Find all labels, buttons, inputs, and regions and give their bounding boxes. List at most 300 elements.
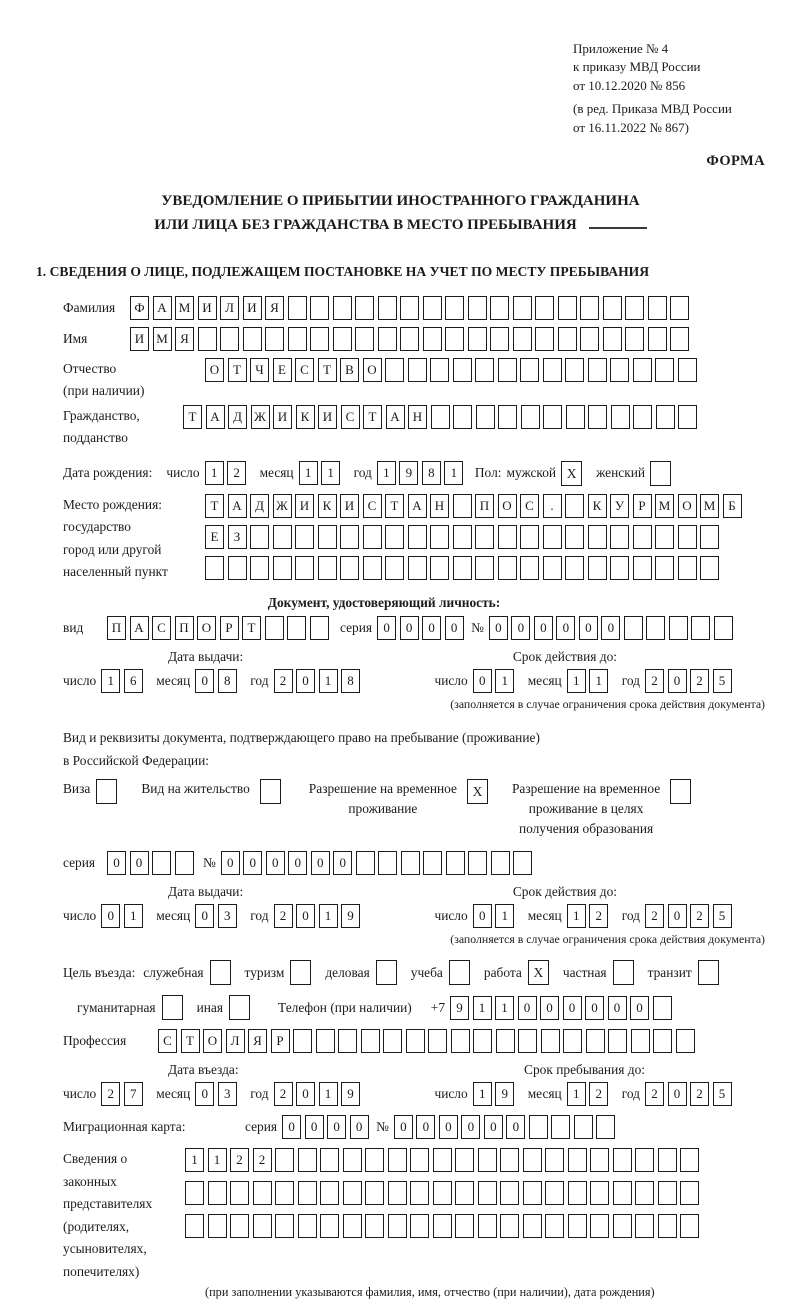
char-box[interactable] [680,1181,699,1205]
char-box[interactable] [565,494,584,518]
char-box[interactable] [288,327,307,351]
char-box[interactable] [490,327,509,351]
char-box[interactable] [208,1181,227,1205]
birth-place-row2-input[interactable] [205,525,745,549]
char-box[interactable] [230,1181,249,1205]
char-box[interactable]: Н [408,405,427,429]
char-box[interactable] [680,1148,699,1172]
char-box[interactable]: 0 [668,1082,687,1106]
char-box[interactable]: 1 [319,669,338,693]
char-box[interactable] [230,1214,249,1238]
purpose-tourism-checkbox[interactable] [290,960,311,985]
char-box[interactable]: С [341,405,360,429]
purpose-business-checkbox[interactable] [376,960,397,985]
char-box[interactable]: 0 [288,851,307,875]
char-box[interactable] [152,851,171,875]
char-box[interactable] [253,1214,272,1238]
char-box[interactable] [633,525,652,549]
char-box[interactable] [388,1181,407,1205]
identity-valid-year-input[interactable] [645,669,735,693]
char-box[interactable]: 0 [282,1115,301,1139]
char-box[interactable]: Р [220,616,239,640]
char-box[interactable]: С [295,358,314,382]
entry-year-input[interactable] [274,1082,364,1106]
char-box[interactable]: 0 [484,1115,503,1139]
char-box[interactable] [400,327,419,351]
char-box[interactable] [293,1029,312,1053]
char-box[interactable] [468,851,487,875]
char-box[interactable] [198,327,217,351]
char-box[interactable]: 1 [567,904,586,928]
char-box[interactable] [678,405,697,429]
char-box[interactable] [714,616,733,640]
char-box[interactable] [406,1029,425,1053]
char-box[interactable]: З [228,525,247,549]
char-box[interactable] [228,556,247,580]
char-box[interactable] [558,327,577,351]
char-box[interactable]: 2 [589,1082,608,1106]
char-box[interactable]: М [153,327,172,351]
char-box[interactable] [563,1029,582,1053]
purpose-study-checkbox[interactable] [449,960,470,985]
char-box[interactable] [298,1148,317,1172]
char-box[interactable] [250,556,269,580]
char-box[interactable] [423,851,442,875]
char-box[interactable] [580,327,599,351]
patronymic-input[interactable] [205,358,700,382]
char-box[interactable] [298,1214,317,1238]
identity-issue-year-input[interactable] [274,669,364,693]
char-box[interactable] [568,1181,587,1205]
char-box[interactable]: 1 [185,1148,204,1172]
char-box[interactable] [648,296,667,320]
char-box[interactable] [496,1029,515,1053]
char-box[interactable] [518,1029,537,1053]
char-box[interactable] [588,525,607,549]
char-box[interactable] [320,1181,339,1205]
char-box[interactable]: 0 [473,669,492,693]
char-box[interactable] [520,358,539,382]
char-box[interactable]: И [340,494,359,518]
char-box[interactable]: 1 [567,1082,586,1106]
char-box[interactable] [669,616,688,640]
representatives-row3-input[interactable] [185,1214,703,1238]
char-box[interactable]: 0 [668,904,687,928]
char-box[interactable]: Ч [250,358,269,382]
char-box[interactable] [431,405,450,429]
char-box[interactable] [220,327,239,351]
char-box[interactable]: 0 [630,996,649,1020]
char-box[interactable]: 0 [540,996,559,1020]
char-box[interactable]: 0 [101,904,120,928]
char-box[interactable] [565,556,584,580]
char-box[interactable]: 0 [668,669,687,693]
char-box[interactable] [541,1029,560,1053]
char-box[interactable] [658,1181,677,1205]
migration-series-input[interactable] [282,1115,372,1139]
char-box[interactable] [603,327,622,351]
char-box[interactable]: 2 [645,904,664,928]
temporary-residence-checkbox[interactable]: X [467,779,488,804]
char-box[interactable] [430,358,449,382]
char-box[interactable]: О [203,1029,222,1053]
char-box[interactable]: А [130,616,149,640]
birth-month-input[interactable] [299,461,344,485]
char-box[interactable] [318,556,337,580]
purpose-humanitarian-checkbox[interactable] [162,995,183,1020]
char-box[interactable] [453,525,472,549]
char-box[interactable]: 0 [296,669,315,693]
residence-issue-day-input[interactable] [101,904,146,928]
representatives-row2-input[interactable] [185,1181,703,1205]
char-box[interactable]: С [158,1029,177,1053]
residence-valid-month-input[interactable] [567,904,612,928]
char-box[interactable]: А [386,405,405,429]
char-box[interactable] [433,1214,452,1238]
residence-issue-month-input[interactable] [195,904,240,928]
char-box[interactable]: Т [318,358,337,382]
char-box[interactable] [408,556,427,580]
char-box[interactable]: 0 [439,1115,458,1139]
char-box[interactable] [678,525,697,549]
char-box[interactable] [613,1148,632,1172]
identity-issue-day-input[interactable] [101,669,146,693]
char-box[interactable] [543,556,562,580]
char-box[interactable] [521,405,540,429]
char-box[interactable] [316,1029,335,1053]
char-box[interactable]: И [243,296,262,320]
char-box[interactable]: П [175,616,194,640]
char-box[interactable] [365,1214,384,1238]
char-box[interactable] [185,1181,204,1205]
char-box[interactable]: 8 [218,669,237,693]
purpose-other-checkbox[interactable] [229,995,250,1020]
char-box[interactable]: К [588,494,607,518]
residence-permit-checkbox[interactable] [260,779,281,804]
char-box[interactable]: 3 [218,904,237,928]
char-box[interactable] [433,1148,452,1172]
char-box[interactable]: 2 [274,669,293,693]
char-box[interactable] [658,1148,677,1172]
char-box[interactable] [455,1214,474,1238]
char-box[interactable] [476,405,495,429]
char-box[interactable] [498,556,517,580]
char-box[interactable] [535,296,554,320]
char-box[interactable]: 1 [321,461,340,485]
char-box[interactable] [408,525,427,549]
char-box[interactable]: Я [265,296,284,320]
char-box[interactable]: 0 [445,616,464,640]
char-box[interactable] [565,358,584,382]
char-box[interactable] [355,327,374,351]
char-box[interactable]: 1 [473,1082,492,1106]
char-box[interactable] [423,296,442,320]
char-box[interactable]: Т [205,494,224,518]
entry-month-input[interactable] [195,1082,240,1106]
char-box[interactable]: 0 [243,851,262,875]
char-box[interactable]: 0 [221,851,240,875]
char-box[interactable]: 1 [495,669,514,693]
char-box[interactable]: 2 [645,1082,664,1106]
char-box[interactable] [340,556,359,580]
char-box[interactable]: 2 [101,1082,120,1106]
char-box[interactable]: 1 [299,461,318,485]
char-box[interactable] [275,1181,294,1205]
char-box[interactable] [400,296,419,320]
char-box[interactable]: Т [242,616,261,640]
char-box[interactable] [401,851,420,875]
char-box[interactable]: 2 [274,904,293,928]
char-box[interactable] [545,1181,564,1205]
char-box[interactable]: О [678,494,697,518]
char-box[interactable] [625,296,644,320]
char-box[interactable] [500,1148,519,1172]
char-box[interactable] [478,1214,497,1238]
char-box[interactable]: 0 [266,851,285,875]
char-box[interactable]: К [296,405,315,429]
char-box[interactable] [513,296,532,320]
citizenship-input[interactable] [183,405,701,429]
char-box[interactable] [545,1148,564,1172]
char-box[interactable]: 0 [608,996,627,1020]
char-box[interactable] [545,1214,564,1238]
char-box[interactable] [678,556,697,580]
char-box[interactable]: 5 [713,669,732,693]
char-box[interactable] [175,851,194,875]
char-box[interactable]: Д [228,405,247,429]
char-box[interactable] [185,1214,204,1238]
char-box[interactable]: 0 [130,851,149,875]
char-box[interactable] [453,358,472,382]
char-box[interactable] [624,616,643,640]
char-box[interactable] [500,1181,519,1205]
char-box[interactable] [318,525,337,549]
char-box[interactable] [378,851,397,875]
gender-female-checkbox[interactable] [650,461,671,486]
char-box[interactable]: 2 [690,904,709,928]
char-box[interactable] [500,1214,519,1238]
char-box[interactable] [633,405,652,429]
char-box[interactable]: . [543,494,562,518]
char-box[interactable]: 7 [124,1082,143,1106]
char-box[interactable]: А [408,494,427,518]
char-box[interactable] [596,1115,615,1139]
char-box[interactable] [653,1029,672,1053]
char-box[interactable]: В [340,358,359,382]
residence-issue-year-input[interactable] [274,904,364,928]
char-box[interactable] [408,358,427,382]
char-box[interactable] [243,327,262,351]
char-box[interactable] [529,1115,548,1139]
char-box[interactable]: Ж [273,494,292,518]
char-box[interactable] [700,556,719,580]
char-box[interactable] [588,556,607,580]
char-box[interactable] [445,327,464,351]
char-box[interactable] [646,616,665,640]
char-box[interactable] [430,556,449,580]
char-box[interactable] [410,1148,429,1172]
char-box[interactable]: 0 [311,851,330,875]
char-box[interactable] [700,525,719,549]
char-box[interactable] [565,525,584,549]
char-box[interactable] [676,1029,695,1053]
char-box[interactable] [453,405,472,429]
profession-input[interactable] [158,1029,698,1053]
char-box[interactable]: Ж [251,405,270,429]
char-box[interactable]: 0 [506,1115,525,1139]
char-box[interactable] [468,296,487,320]
char-box[interactable] [385,525,404,549]
purpose-official-checkbox[interactable] [210,960,231,985]
char-box[interactable] [453,494,472,518]
char-box[interactable] [473,1029,492,1053]
char-box[interactable]: Л [220,296,239,320]
char-box[interactable] [423,327,442,351]
char-box[interactable]: 0 [601,616,620,640]
char-box[interactable]: 0 [489,616,508,640]
identity-valid-day-input[interactable] [473,669,518,693]
residence-number-input[interactable] [221,851,536,875]
char-box[interactable]: 0 [333,851,352,875]
char-box[interactable] [455,1181,474,1205]
char-box[interactable] [655,358,674,382]
char-box[interactable] [608,1029,627,1053]
char-box[interactable] [433,1181,452,1205]
char-box[interactable] [445,296,464,320]
char-box[interactable]: 1 [444,461,463,485]
stay-month-input[interactable] [567,1082,612,1106]
char-box[interactable] [385,358,404,382]
char-box[interactable]: М [175,296,194,320]
char-box[interactable]: 0 [416,1115,435,1139]
char-box[interactable] [208,1214,227,1238]
purpose-transit-checkbox[interactable] [698,960,719,985]
migration-number-input[interactable] [394,1115,619,1139]
char-box[interactable] [520,525,539,549]
char-box[interactable] [265,616,284,640]
char-box[interactable]: 2 [274,1082,293,1106]
char-box[interactable]: М [655,494,674,518]
char-box[interactable] [656,405,675,429]
char-box[interactable]: 0 [400,616,419,640]
char-box[interactable] [288,296,307,320]
char-box[interactable]: 5 [713,904,732,928]
char-box[interactable]: А [206,405,225,429]
char-box[interactable] [287,616,306,640]
birth-place-row3-input[interactable] [205,556,745,580]
char-box[interactable]: 2 [690,669,709,693]
char-box[interactable] [475,358,494,382]
char-box[interactable]: Т [385,494,404,518]
char-box[interactable] [320,1148,339,1172]
char-box[interactable]: 0 [461,1115,480,1139]
char-box[interactable]: 0 [305,1115,324,1139]
char-box[interactable] [635,1214,654,1238]
purpose-private-checkbox[interactable] [613,960,634,985]
char-box[interactable] [340,525,359,549]
char-box[interactable] [333,296,352,320]
char-box[interactable] [670,327,689,351]
char-box[interactable] [535,327,554,351]
char-box[interactable] [610,358,629,382]
char-box[interactable]: 3 [218,1082,237,1106]
doc-kind-input[interactable] [107,616,332,640]
char-box[interactable]: 0 [473,904,492,928]
char-box[interactable] [586,1029,605,1053]
char-box[interactable] [333,327,352,351]
char-box[interactable] [558,296,577,320]
representatives-row1-input[interactable] [185,1148,703,1172]
char-box[interactable] [253,1181,272,1205]
visa-checkbox[interactable] [96,779,117,804]
birth-place-row1-input[interactable] [205,494,745,518]
char-box[interactable]: 1 [208,1148,227,1172]
char-box[interactable]: И [273,405,292,429]
char-box[interactable] [273,525,292,549]
char-box[interactable]: 0 [377,616,396,640]
char-box[interactable]: А [228,494,247,518]
char-box[interactable] [670,296,689,320]
char-box[interactable]: 0 [195,1082,214,1106]
doc-number-input[interactable] [489,616,737,640]
char-box[interactable] [430,525,449,549]
char-box[interactable]: И [295,494,314,518]
char-box[interactable] [590,1181,609,1205]
gender-male-checkbox[interactable]: X [561,461,582,486]
char-box[interactable]: 1 [495,996,514,1020]
char-box[interactable] [498,405,517,429]
char-box[interactable]: А [153,296,172,320]
char-box[interactable]: 0 [579,616,598,640]
char-box[interactable] [603,296,622,320]
birth-day-input[interactable] [205,461,250,485]
char-box[interactable]: 0 [296,1082,315,1106]
char-box[interactable]: Н [430,494,449,518]
char-box[interactable]: С [363,494,382,518]
char-box[interactable] [610,556,629,580]
char-box[interactable] [520,556,539,580]
char-box[interactable] [361,1029,380,1053]
char-box[interactable] [588,358,607,382]
char-box[interactable] [338,1029,357,1053]
char-box[interactable]: 1 [101,669,120,693]
char-box[interactable] [590,1148,609,1172]
char-box[interactable]: 6 [124,669,143,693]
char-box[interactable]: Т [363,405,382,429]
char-box[interactable]: 1 [205,461,224,485]
char-box[interactable] [633,556,652,580]
char-box[interactable] [363,525,382,549]
char-box[interactable]: 0 [534,616,553,640]
char-box[interactable] [451,1029,470,1053]
char-box[interactable] [523,1214,542,1238]
char-box[interactable] [343,1148,362,1172]
char-box[interactable] [523,1148,542,1172]
char-box[interactable] [498,525,517,549]
char-box[interactable]: 1 [124,904,143,928]
stay-day-input[interactable] [473,1082,518,1106]
char-box[interactable] [295,556,314,580]
char-box[interactable] [568,1214,587,1238]
char-box[interactable] [265,327,284,351]
char-box[interactable] [250,525,269,549]
char-box[interactable]: Д [250,494,269,518]
purpose-work-checkbox[interactable]: X [528,960,549,985]
char-box[interactable] [410,1214,429,1238]
char-box[interactable] [658,1214,677,1238]
birth-year-input[interactable] [377,461,467,485]
char-box[interactable] [388,1214,407,1238]
